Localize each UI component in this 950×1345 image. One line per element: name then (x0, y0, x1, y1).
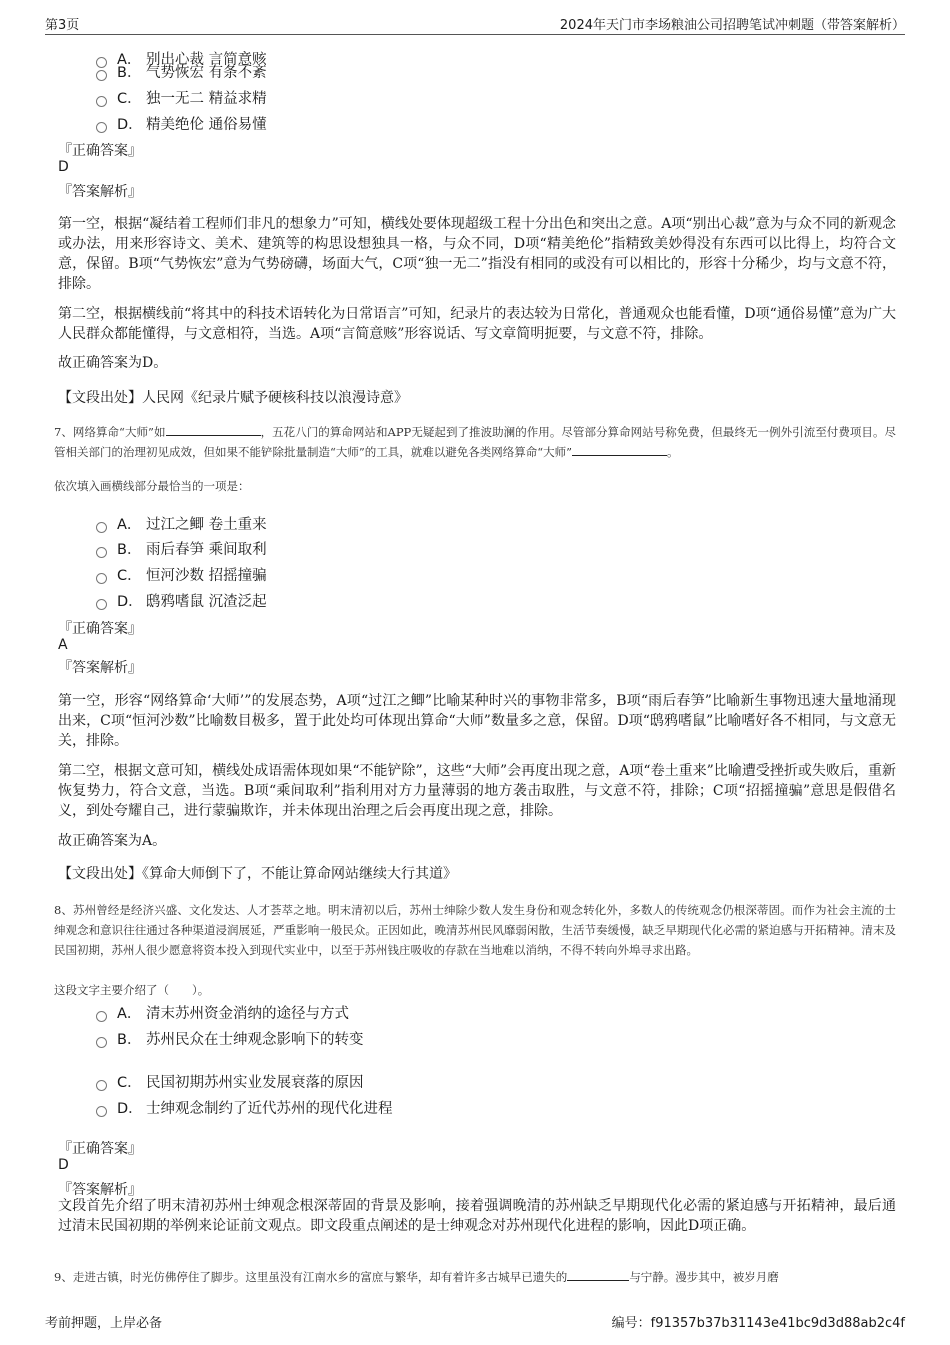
radio-icon[interactable] (96, 70, 107, 81)
radio-icon[interactable] (96, 599, 107, 610)
q7-analysis-p2: 第二空，根据文意可知，横线处成语需体现如果“不能铲除”，这些“大师”会再度出现之意，A项“卷土重来”比喻遭受挫折或失败后，重新恢复势力，符合文意，当选。B项“乘间取利”指利用对方力量薄弱的地方袭击取胜，与文意不符，排除；C项“招摇撞骗”意思是假借名义，到处夸耀自己，进行蒙骗欺诈，并未体现出治理之后会再度出现之意，排除。 (58, 763, 896, 819)
q8-answer: D (58, 1157, 69, 1173)
page-header (45, 14, 905, 35)
q6-option-d[interactable]: D． 精美绝伦 通俗易懂 (96, 113, 267, 134)
document-code: 编号：f91357b37b31143e41bc9d3d88ab2c4f (611, 1316, 905, 1331)
radio-icon[interactable] (96, 1037, 107, 1048)
q6-answer: D (58, 159, 69, 175)
q7-stem: 7、网络算命“大师”如 ，五花八门的算命网站和APP无疑起到了推波助澜的作用。尽管部分算命网站号称免费，但最终无一例外引流至付费项目。尽管相关部门的治理初见成效，但如果不能铲除批量制造“大师”的工具，就难以避免各类网络算命“大师” 。 (54, 425, 896, 459)
q7-prompt: 依次填入画横线部分最恰当的一项是： (54, 479, 250, 493)
q7-option-a[interactable]: A． 过江之鲫 卷土重来 (96, 513, 267, 534)
q7-correct-label: 『正确答案』 (58, 621, 142, 637)
footer-slogan: 考前押题，上岸必备 (45, 1316, 163, 1331)
q8-correct-label: 『正确答案』 (58, 1141, 142, 1157)
q6-option-c[interactable]: C． 独一无二 精益求精 (96, 87, 267, 108)
q6-option-b[interactable]: B． 气势恢宏 有条不紊 (96, 61, 267, 82)
blank-line (572, 443, 667, 456)
blank-line (166, 423, 261, 436)
q6-source: 【文段出处】人民网《纪录片赋予硬核科技以浪漫诗意》 (58, 390, 408, 406)
q7-analysis-label: 『答案解析』 (58, 660, 142, 676)
radio-icon[interactable] (96, 522, 107, 533)
q6-analysis-p1: 第一空，根据“凝结着工程师们非凡的想象力”可知，横线处要体现超级工程十分出色和突出之意。A项“别出心裁”意为与众不同的新观念或办法，用来形容诗文、美术、建筑等的构思设想独具一格，与众不同，D项“精美绝伦”指精致美妙得没有东西可以比得上，均符合文意，保留。B项“气势恢宏”意为气势磅礴，场面大气，C项“独一无二”指没有相同的或没有可以相比的，形容十分稀少，均与文意不符，排除。 (58, 216, 896, 292)
q8-analysis-label: 『答案解析』 (58, 1182, 142, 1198)
q8-option-c[interactable]: C． 民国初期苏州实业发展衰落的原因 (96, 1071, 364, 1092)
q6-correct-label: 『正确答案』 (58, 143, 142, 159)
q7-analysis-p1: 第一空，形容“网络算命‘大师’”的发展态势，A项“过江之鲫”比喻某种时兴的事物非常多，B项“雨后春笋”比喻新生事物迅速大量地涌现出来，C项“恒河沙数”比喻数目极多，置于此处均可体现出算命“大师”数量多之意，保留。D项“鸱鸦嗜鼠”比喻嗜好各不相同，与文意无关，排除。 (58, 693, 896, 749)
q8-option-b[interactable]: B． 苏州民众在士绅观念影响下的转变 (96, 1028, 364, 1049)
q7-answer: A (58, 637, 68, 653)
radio-icon[interactable] (96, 1080, 107, 1091)
q7-option-b[interactable]: B． 雨后春笋 乘间取利 (96, 538, 267, 559)
q6-option-a[interactable]: A． 别出心裁 言简意赅 (96, 48, 267, 69)
radio-icon[interactable] (96, 122, 107, 133)
radio-icon[interactable] (96, 573, 107, 584)
q8-prompt: 这段文字主要介绍了（ ）。 (54, 983, 210, 997)
q9-stem: 9、走进古镇，时光仿佛停住了脚步。这里虽没有江南水乡的富庶与繁华，却有着许多古城早已遗失的 与宁静。漫步其中，被岁月磨 (54, 1270, 779, 1284)
q8-analysis: 文段首先介绍了明末清初苏州士绅观念根深蒂固的背景及影响，接着强调晚清的苏州缺乏早期现代化必需的紧迫感与开拓精神，最后通过清末民国初期的举例来论证前文观点。即文段重点阐述的是士绅观念对苏州现代化进程的影响，因此D项正确。 (58, 1198, 896, 1234)
q6-analysis-label: 『答案解析』 (58, 184, 142, 200)
blank-line (567, 1268, 629, 1281)
q7-source: 【文段出处】《算命大师倒下了，不能让算命网站继续大行其道》 (58, 866, 457, 882)
q8-option-a[interactable]: A． 清末苏州资金消纳的途径与方式 (96, 1002, 349, 1023)
radio-icon[interactable] (96, 547, 107, 558)
radio-icon[interactable] (96, 1106, 107, 1117)
q8-option-d[interactable]: D． 士绅观念制约了近代苏州的现代化进程 (96, 1097, 393, 1118)
q6-analysis-p2: 第二空，根据横线前“将其中的科技术语转化为日常语言”可知，纪录片的表达较为日常化，普通观众也能看懂，D项“通俗易懂”意为广大人民群众都能懂得，与文意相符，当选。A项“言简意赅”形容说话、写文章简明扼要，与文意不符，排除。 (58, 306, 896, 342)
radio-icon[interactable] (96, 1011, 107, 1022)
q7-option-d[interactable]: D． 鸱鸦嗜鼠 沉渣泛起 (96, 590, 267, 611)
q6-conclusion: 故正确答案为D。 (58, 355, 168, 371)
radio-icon[interactable] (96, 96, 107, 107)
document-title: 2024年天门市李场粮油公司招聘笔试冲刺题（带答案解析） (559, 18, 905, 33)
q7-conclusion: 故正确答案为A。 (58, 833, 167, 849)
page-number: 第3页 (45, 18, 80, 33)
q7-option-c[interactable]: C． 恒河沙数 招摇撞骗 (96, 564, 267, 585)
q8-stem: 8、苏州曾经是经济兴盛、文化发达、人才荟萃之地。明末清初以后，苏州士绅除少数人发生身份和观念转化外，多数人的传统观念仍根深蒂固。而作为社会主流的士绅观念和意识往往通过各种渠道浸润展延，严重影响一般民众。正因如此，晚清苏州民风靡弱闲散，生活节奏缓慢，缺乏早期现代化必需的紧迫感与开拓精神。清末及民国初期，苏州人很少愿意将资本投入到现代实业中，以至于苏州钱庄吸收的存款在当地难以消纳，不得不转向外埠寻求出路。 (54, 903, 896, 957)
